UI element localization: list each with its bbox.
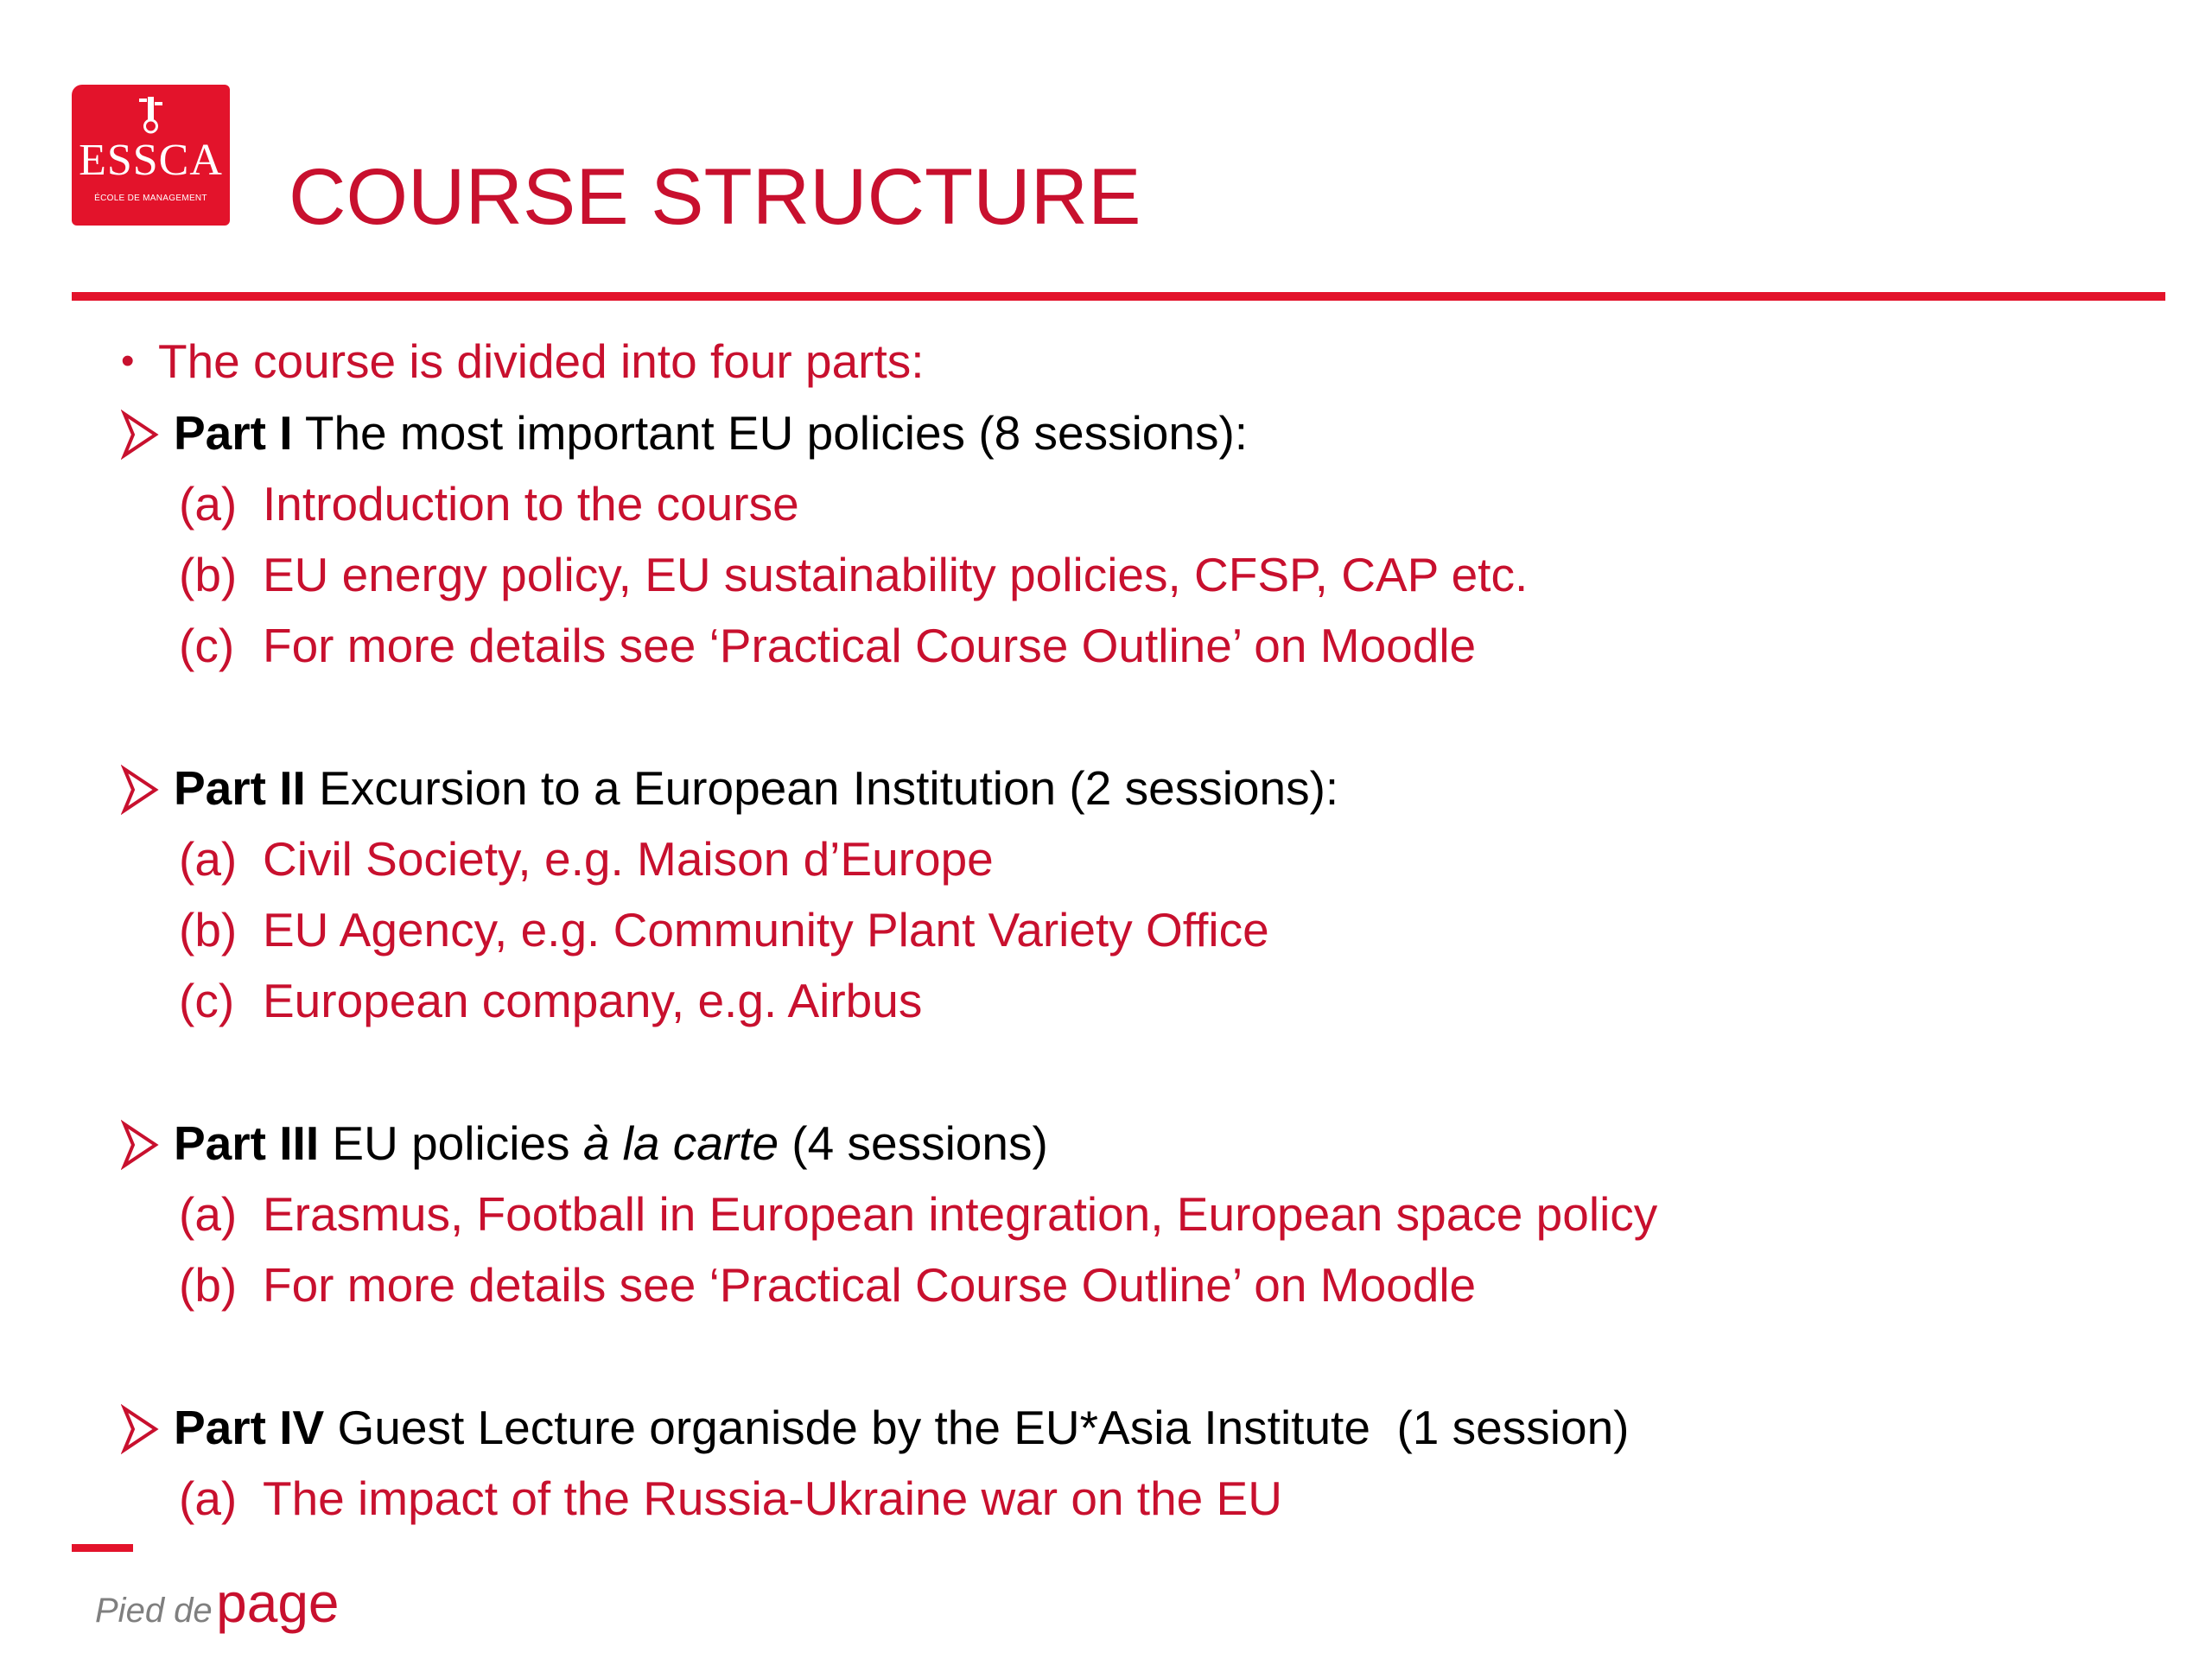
part-4-label: Part IV bbox=[174, 1401, 325, 1454]
part-2-item-a-letter: (a) bbox=[179, 832, 238, 886]
part-2-item-c-text: European company, e.g. Airbus bbox=[263, 974, 923, 1027]
part-1-item-b-text: EU energy policy, EU sustainability policies, CFSP, CAP etc. bbox=[263, 548, 1529, 601]
part-3-item-b-text: For more details see ‘Practical Course Outline’ on Moodle bbox=[263, 1258, 1477, 1312]
arrow-bullet-icon bbox=[121, 1399, 159, 1459]
part-3-label: Part III bbox=[174, 1116, 320, 1170]
part-3-title-before: EU policies bbox=[332, 1116, 583, 1170]
part-2-title: Excursion to a European Institution (2 sessions): bbox=[319, 761, 1339, 815]
logo-tagline: ÉCOLE DE MANAGEMENT bbox=[94, 194, 207, 203]
part-1-item-c-text: For more details see ‘Practical Course Outline’ on Moodle bbox=[263, 619, 1477, 672]
part-1-item-b-letter: (b) bbox=[179, 548, 238, 601]
part-2-item-a-text: Civil Society, e.g. Maison d’Europe bbox=[263, 832, 994, 886]
part-3-title-after: (4 sessions) bbox=[779, 1116, 1048, 1170]
part-4-heading bbox=[174, 1397, 1629, 1458]
footer-divider bbox=[72, 1544, 133, 1552]
part-3-item-a-letter: (a) bbox=[179, 1187, 238, 1241]
part-3-item-b-letter: (b) bbox=[179, 1258, 238, 1312]
part-1-item-a-letter: (a) bbox=[179, 477, 238, 531]
arrow-bullet-icon bbox=[121, 760, 159, 820]
part-1-title: The most important EU policies (8 sessions): bbox=[304, 406, 1249, 460]
part-2-item-b-text: EU Agency, e.g. Community Plant Variety Office bbox=[263, 903, 1269, 957]
part-1-item-a-text: Introduction to the course bbox=[263, 477, 799, 531]
part-4-item-a-letter: (a) bbox=[179, 1471, 238, 1525]
part-1-label: Part I bbox=[174, 406, 293, 460]
arrow-bullet-icon bbox=[121, 1115, 159, 1175]
part-2-item-c-letter: (c) bbox=[179, 974, 235, 1027]
key-emblem-icon bbox=[72, 93, 230, 135]
part-2-heading bbox=[174, 758, 1338, 818]
part-1-item-c-letter: (c) bbox=[179, 619, 235, 672]
part-2-item-b-letter: (b) bbox=[179, 903, 238, 957]
page-title: COURSE STRUCTURE bbox=[289, 153, 1141, 241]
footer-small-text: Pied de bbox=[95, 1592, 213, 1630]
part-3-title-italic: à la carte bbox=[582, 1116, 779, 1170]
part-3-heading bbox=[174, 1113, 1048, 1173]
part-4-item-a-text: The impact of the Russia-Ukraine war on the EU bbox=[263, 1471, 1282, 1525]
footer-large-text: page bbox=[216, 1572, 340, 1634]
part-3-item-a-text: Erasmus, Football in European integration, European space policy bbox=[263, 1187, 1658, 1241]
part-2-label: Part II bbox=[174, 761, 306, 815]
part-1-heading bbox=[174, 403, 1248, 463]
essca-logo bbox=[72, 85, 230, 226]
intro-text: The course is divided into four parts: bbox=[158, 334, 925, 388]
logo-wordmark: ESSCA bbox=[79, 136, 223, 185]
title-divider bbox=[72, 292, 2165, 301]
footer bbox=[95, 1568, 340, 1653]
part-4-title: Guest Lecture organisde by the EU*Asia Institute (1 session) bbox=[337, 1401, 1630, 1454]
bullet-dot-icon: • bbox=[121, 340, 135, 382]
arrow-bullet-icon bbox=[121, 404, 159, 465]
